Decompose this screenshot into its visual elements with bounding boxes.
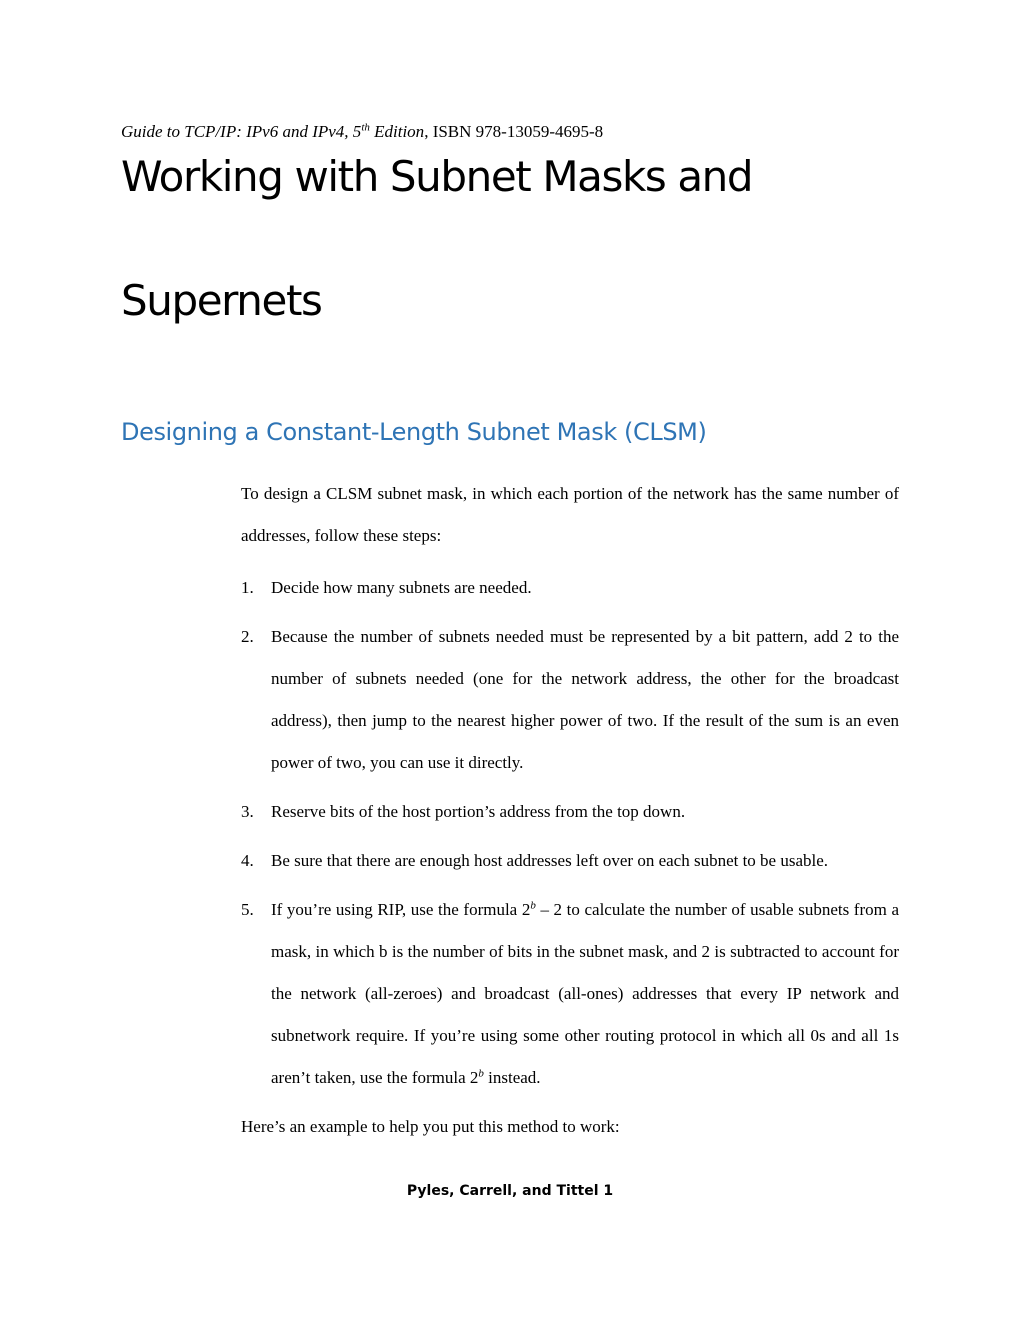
- list-item: [241, 840, 899, 882]
- page-title-line-2: Supernets: [121, 276, 322, 325]
- step-text: Be sure that there are enough host addresses left over on each subnet to be usable.: [271, 851, 829, 870]
- closing-paragraph: Here’s an example to help you put this method to work:: [241, 1117, 620, 1136]
- edition-superscript: th: [361, 121, 370, 134]
- edition-word: Edition: [369, 122, 425, 141]
- exponent: b: [478, 1067, 484, 1080]
- list-item: [241, 616, 899, 784]
- list-item: [241, 567, 899, 609]
- isbn: , ISBN 978-13059-4695-8: [424, 122, 604, 141]
- intro-paragraph: To design a CLSM subnet mask, in which each portion of the network has the same number of addresses, follow these steps:: [241, 484, 899, 545]
- steps-list: [241, 567, 899, 1106]
- list-item: [241, 889, 899, 1099]
- book-title-text: Guide to TCP/IP: IPv6 and IPv4, 5: [121, 122, 362, 141]
- step-number: 2.: [241, 627, 254, 646]
- step-text: Reserve bits of the host portion’s address from the top down.: [271, 802, 686, 821]
- step-text-part: If you’re using RIP, use the formula 2: [271, 900, 531, 919]
- step-text: Decide how many subnets are needed.: [271, 578, 532, 597]
- step-text-part: – 2 to calculate the number of usable subnets from a mask, in which b is the number of bits in the subnet mask, and 2 is subtracted to account for the network (all-zeroes) and broadcast (all-ones) addresses that every IP network and subnetwork require. If you’re using some other routing protocol in which all 0s and all 1s aren’t taken, use the formula 2: [271, 900, 900, 1087]
- step-text: Because the number of subnets needed must be represented by a bit pattern, add 2 to the number of subnets needed (one for the network address, the other for the broadcast address), then jump to the nearest higher power of two. If the result of the sum is an even power of two, you can use it directly.: [271, 627, 899, 772]
- step-number: 1.: [241, 578, 254, 597]
- step-number: 4.: [241, 851, 254, 870]
- section-heading: Designing a Constant-Length Subnet Mask (CLSM): [121, 418, 707, 446]
- step-text: [271, 889, 899, 1099]
- step-text-part: instead.: [483, 1068, 541, 1087]
- step-number: 3.: [241, 802, 254, 821]
- step-number: 5.: [241, 900, 254, 919]
- list-item: [241, 791, 899, 833]
- book-title: [121, 122, 424, 141]
- exponent: b: [530, 899, 536, 912]
- page-title-line-1: Working with Subnet Masks and: [121, 152, 753, 201]
- running-header: [121, 121, 603, 143]
- page-footer: Pyles, Carrell, and Tittel 1: [406, 1183, 614, 1199]
